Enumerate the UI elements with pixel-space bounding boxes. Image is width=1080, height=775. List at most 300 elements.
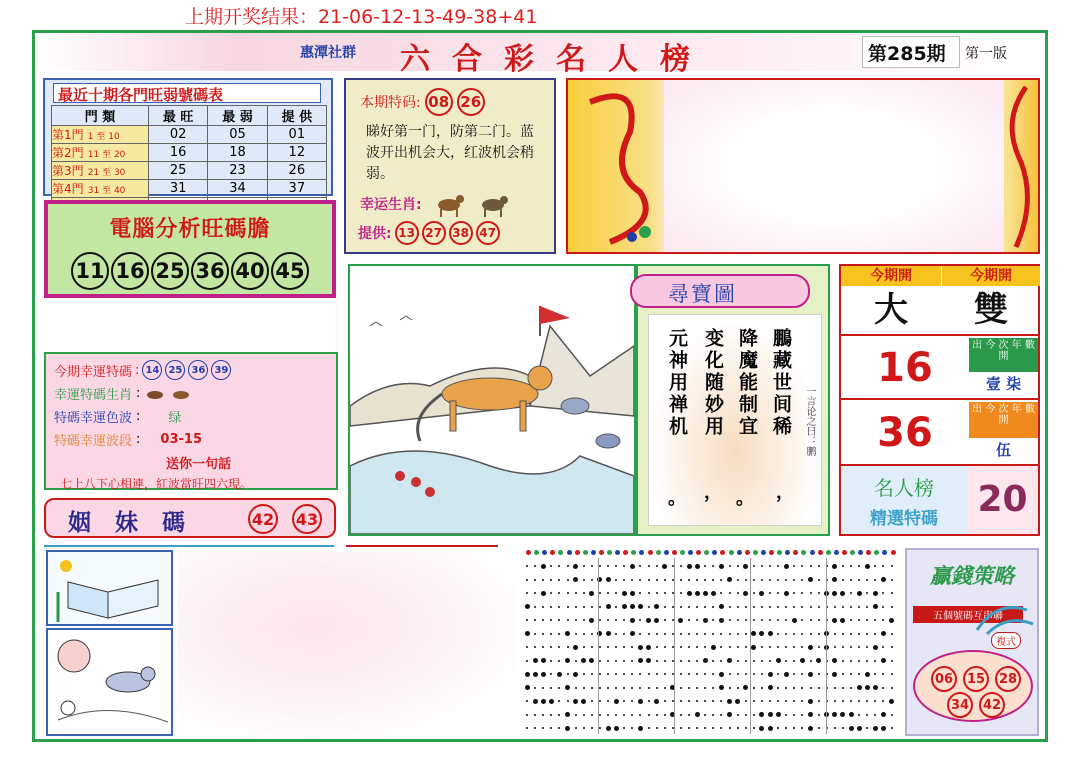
grid-dot <box>842 660 844 662</box>
door-label: 第3門 <box>52 164 84 178</box>
grid-header-dot <box>761 550 766 555</box>
grid-dot <box>615 606 617 608</box>
grid-dot <box>850 687 852 689</box>
grid-dot <box>753 700 755 702</box>
grid-dot <box>615 673 617 675</box>
cell-max: 25 <box>149 162 208 180</box>
grid-dot <box>720 660 722 662</box>
grid-dot <box>534 633 536 635</box>
grid-dot <box>664 727 666 729</box>
grid-header-dot <box>558 550 563 555</box>
grid-dot <box>695 712 700 717</box>
grid-dot <box>623 673 625 675</box>
grid-dot <box>591 646 593 648</box>
grid-dot <box>784 672 789 677</box>
door-table-title: 最近十期各門旺弱號碼表 <box>53 83 321 103</box>
grid-dot <box>759 631 764 636</box>
grid-dot <box>589 591 594 596</box>
grid-dot <box>832 618 837 623</box>
grid-dot <box>615 592 617 594</box>
grid-dot <box>575 606 577 608</box>
offer-number: 47 <box>476 221 500 245</box>
cell-min: 23 <box>208 162 267 180</box>
grid-header-dot <box>818 550 823 555</box>
grid-dot <box>638 645 643 650</box>
grid-dot <box>810 660 812 662</box>
grid-dot <box>591 727 593 729</box>
grid-dot <box>891 606 893 608</box>
grid-dot <box>583 579 585 581</box>
grid-dot <box>801 606 803 608</box>
grid-header-dot <box>542 550 547 555</box>
grid-dot <box>720 727 722 729</box>
grid-header-dot <box>785 550 790 555</box>
poem-mark: 。 <box>668 488 686 509</box>
grid-dot <box>656 565 658 567</box>
grid-dot <box>816 658 821 663</box>
grid-dot <box>680 646 682 648</box>
grid-dot <box>656 673 658 675</box>
grid-dot <box>648 606 650 608</box>
grid-dot <box>753 619 755 621</box>
grid-dot <box>743 685 748 690</box>
grid-dot <box>688 579 690 581</box>
grid-dot <box>808 712 813 717</box>
grid-dot <box>737 565 739 567</box>
lucky-color-label: 特碼幸運色波 <box>54 411 133 426</box>
grid-dot <box>881 726 886 731</box>
side-value-1: 壹 柒 <box>985 375 1022 393</box>
offer-label: 提供: <box>358 226 392 242</box>
grid-dot <box>573 564 578 569</box>
blurred-area <box>178 552 518 738</box>
grid-dot <box>808 726 813 731</box>
grid-dot <box>542 687 544 689</box>
grid-header-dot <box>656 550 661 555</box>
grid-separator <box>826 558 827 734</box>
poem-line: 降魔能制宜 <box>736 328 758 438</box>
grid-dot <box>664 619 666 621</box>
grid-dot <box>735 699 740 704</box>
grid-dot <box>866 646 868 648</box>
grid-dot <box>818 700 820 702</box>
grid-dot <box>558 565 560 567</box>
grid-dot <box>648 687 650 689</box>
grid-dot <box>599 687 601 689</box>
grid-dot <box>849 726 854 731</box>
grid-dot <box>834 633 836 635</box>
grid-dot <box>865 564 870 569</box>
cat-garden-icon <box>48 630 171 734</box>
grid-dot <box>656 646 658 648</box>
grid-dot <box>729 565 731 567</box>
grid-dot <box>866 727 868 729</box>
grid-dot <box>648 633 650 635</box>
grid-dot <box>607 687 609 689</box>
special-number: 26 <box>457 88 485 116</box>
grid-separator <box>674 558 675 734</box>
grid-dot <box>818 606 820 608</box>
divider <box>841 398 1038 400</box>
poem-signature: 一言论之曰：鹏 <box>804 386 815 456</box>
landscape-illustration <box>348 264 636 536</box>
grid-dot <box>680 633 682 635</box>
grid-dot <box>558 619 560 621</box>
grid-dot <box>533 699 538 704</box>
open-value-2: 雙 <box>974 290 1008 330</box>
grid-dot <box>793 592 795 594</box>
grid-dot <box>834 606 836 608</box>
divider <box>841 334 1038 336</box>
grid-dot <box>631 646 633 648</box>
grid-header-dot <box>737 550 742 555</box>
grid-dot <box>818 579 820 581</box>
grid-dot <box>769 592 771 594</box>
grid-dot <box>534 687 536 689</box>
grid-dot <box>784 591 789 596</box>
grid-dot <box>573 577 578 582</box>
grid-dot <box>865 685 870 690</box>
grid-dot <box>654 604 659 609</box>
grid-dot <box>712 579 714 581</box>
grid-dot <box>785 727 787 729</box>
grid-dot <box>832 658 837 663</box>
cell-min: 05 <box>208 126 267 144</box>
grid-dot <box>808 672 813 677</box>
grid-header-dot <box>745 550 750 555</box>
grid-dot <box>842 565 844 567</box>
grid-dot <box>678 618 683 623</box>
grid-dot <box>695 564 700 569</box>
grid-dot <box>541 591 546 596</box>
lucky-range-label: 特碼幸運波段 <box>54 434 133 449</box>
grid-dot <box>737 592 739 594</box>
grid-dot <box>648 579 650 581</box>
grid-dot <box>834 727 836 729</box>
grid-dot <box>646 618 651 623</box>
hot-number-2: 36 <box>877 410 933 456</box>
divider <box>346 545 498 547</box>
grid-dot <box>558 660 560 662</box>
lucky-zodiac-label: 幸运生肖: <box>360 197 422 213</box>
grid-dot <box>550 660 552 662</box>
grid-dot <box>801 633 803 635</box>
grid-dot <box>550 592 552 594</box>
grid-dot <box>810 687 812 689</box>
open-label-1: 今期開 <box>841 266 941 286</box>
grid-dot <box>623 687 625 689</box>
grid-dot <box>558 579 560 581</box>
cell-offer: 37 <box>267 180 326 198</box>
grid-dot <box>832 564 837 569</box>
grid-dot <box>866 660 868 662</box>
grid-dot <box>842 700 844 702</box>
grid-dot <box>849 712 854 717</box>
grid-dot <box>745 727 747 729</box>
grid-dot <box>745 633 747 635</box>
grid-dot <box>638 699 643 704</box>
door-range: 31 至 40 <box>87 186 126 196</box>
grid-dot <box>776 712 781 717</box>
grid-dot <box>810 619 812 621</box>
grid-dot <box>591 700 593 702</box>
grid-header-dot <box>712 550 717 555</box>
grid-dot <box>793 714 795 716</box>
grid-dot <box>842 673 844 675</box>
grid-dot <box>696 673 698 675</box>
grid-header-dot <box>834 550 839 555</box>
grid-dot <box>558 687 560 689</box>
group-name: 惠潭社群 <box>300 45 356 61</box>
grid-dot <box>874 633 876 635</box>
grid-header-dot <box>842 550 847 555</box>
grid-dot <box>550 727 552 729</box>
grid-dot <box>858 700 860 702</box>
grid-dot <box>567 579 569 581</box>
grid-dot <box>534 565 536 567</box>
grid-dot <box>696 687 698 689</box>
fame-title: 名人榜 <box>874 476 934 500</box>
grid-dot <box>541 564 546 569</box>
grid-dot <box>800 658 805 663</box>
lucky-code-label: 今期幸運特碼 <box>54 364 133 380</box>
grid-dot <box>526 700 528 702</box>
grid-dot <box>567 592 569 594</box>
col-door: 門 類 <box>52 106 149 126</box>
grid-dot <box>550 714 552 716</box>
offer-number: 38 <box>449 221 473 245</box>
grid-dot <box>558 700 560 702</box>
grid-header-dot <box>688 550 693 555</box>
grid-dot <box>712 687 714 689</box>
grid-dot <box>631 579 633 581</box>
grid-dot <box>793 700 795 702</box>
grid-dot <box>793 727 795 729</box>
grid-dot <box>727 658 732 663</box>
garden-illustration <box>46 628 173 736</box>
grid-dot <box>737 687 739 689</box>
grid-dot <box>793 687 795 689</box>
grid-dot <box>874 700 876 702</box>
grid-dot <box>818 714 820 716</box>
grid-dot <box>842 606 844 608</box>
grid-dot <box>534 714 536 716</box>
grid-dot <box>704 606 706 608</box>
grid-dot <box>565 726 570 731</box>
blurred-center <box>664 80 1004 252</box>
grid-dot <box>664 633 666 635</box>
grid-dot <box>751 631 756 636</box>
grid-dot <box>842 727 844 729</box>
grid-dot <box>842 687 844 689</box>
grid-dot <box>768 685 773 690</box>
grid-dot <box>567 646 569 648</box>
grid-dot <box>832 577 837 582</box>
grid-dot <box>712 633 714 635</box>
grid-dot <box>891 592 893 594</box>
grid-dot <box>704 565 706 567</box>
grid-dot <box>769 646 771 648</box>
grid-dot <box>753 673 755 675</box>
grid-dot <box>615 687 617 689</box>
grid-dot <box>542 727 544 729</box>
grid-dot <box>622 591 627 596</box>
cell-max: 02 <box>149 126 208 144</box>
grid-dot <box>525 631 530 636</box>
grid-dot <box>534 606 536 608</box>
grid-dot <box>793 673 795 675</box>
grid-dot <box>866 714 868 716</box>
grid-dot <box>631 660 633 662</box>
grid-separator <box>750 558 751 734</box>
grid-dot <box>607 714 609 716</box>
grid-dot <box>858 565 860 567</box>
grid-dot <box>680 700 682 702</box>
lucky-code-number: 36 <box>188 360 208 380</box>
grid-dot <box>542 579 544 581</box>
grid-dot <box>712 714 714 716</box>
grid-dot <box>575 633 577 635</box>
grid-dot <box>599 619 601 621</box>
grid-dot <box>599 646 601 648</box>
grid-dot <box>801 565 803 567</box>
grid-header-dot <box>858 550 863 555</box>
grid-header-dot <box>599 550 604 555</box>
grid-dot <box>606 726 611 731</box>
grid-dot <box>818 687 820 689</box>
grid-header-dot <box>866 550 871 555</box>
grid-dot <box>639 714 641 716</box>
grid-dot <box>842 646 844 648</box>
grid-dot <box>623 646 625 648</box>
grid-dot <box>591 633 593 635</box>
grid-dot <box>550 646 552 648</box>
poem-line: 元神用禅机 <box>666 328 688 438</box>
grid-dot <box>704 727 706 729</box>
grid-dot <box>526 727 528 729</box>
grid-dot <box>656 714 658 716</box>
grid-dot <box>874 714 876 716</box>
grid-dot <box>808 577 813 582</box>
grid-dot <box>840 591 845 596</box>
grid-dot <box>858 660 860 662</box>
grid-dot <box>656 592 658 594</box>
special-label: 本期特码: <box>360 95 421 111</box>
grid-dot <box>769 660 771 662</box>
lucky-code-number: 25 <box>165 360 185 380</box>
grid-dot <box>793 606 795 608</box>
grid-dot <box>664 579 666 581</box>
grid-dot <box>858 646 860 648</box>
grid-dot <box>882 592 884 594</box>
grid-dot <box>534 579 536 581</box>
grid-dot <box>664 714 666 716</box>
grid-dot <box>575 619 577 621</box>
grid-dot <box>840 618 845 623</box>
grid-dot <box>769 619 771 621</box>
grid-dot <box>745 606 747 608</box>
grid-dot <box>850 673 852 675</box>
special-panel <box>344 78 556 254</box>
open-label-2: 今期開 <box>942 266 1040 286</box>
grid-dot <box>575 727 577 729</box>
sister-number: 42 <box>248 504 278 534</box>
grid-dot <box>712 660 714 662</box>
divider <box>44 545 334 547</box>
grid-dot <box>753 565 755 567</box>
grid-dot <box>743 591 748 596</box>
grid-dot <box>858 633 860 635</box>
grid-dot <box>696 619 698 621</box>
grid-dot <box>656 633 658 635</box>
grid-dot <box>607 565 609 567</box>
door-range: 11 至 20 <box>87 150 126 160</box>
grid-dot <box>873 604 878 609</box>
grid-dot <box>614 726 619 731</box>
grid-dot <box>614 699 619 704</box>
grid-dot <box>857 726 862 731</box>
edition-label: 第一版 <box>965 46 1007 62</box>
cell-max: 31 <box>149 180 208 198</box>
grid-dot <box>808 699 813 704</box>
grid-dot <box>573 672 578 677</box>
grid-dot <box>874 579 876 581</box>
grid-dot <box>688 646 690 648</box>
grid-dot <box>648 673 650 675</box>
grid-dot <box>761 646 763 648</box>
grid-dot <box>729 606 731 608</box>
grid-dot <box>720 592 722 594</box>
grid-dot <box>654 699 659 704</box>
door-range: 1 至 10 <box>87 132 120 142</box>
grid-dot <box>688 714 690 716</box>
grid-dot <box>785 687 787 689</box>
grid-header-dot <box>826 550 831 555</box>
grid-dot <box>542 646 544 648</box>
grid-dot <box>801 579 803 581</box>
grid-dot <box>711 591 716 596</box>
table-row <box>52 126 327 144</box>
grid-dot <box>882 646 884 648</box>
grid-dot <box>761 565 763 567</box>
grid-dot <box>801 646 803 648</box>
grid-dot <box>729 727 731 729</box>
grid-dot <box>891 673 893 675</box>
grid-header-dot <box>567 550 572 555</box>
grid-dot <box>656 727 658 729</box>
grid-dot <box>777 673 779 675</box>
fame-subtitle: 精選特碼 <box>870 509 938 529</box>
grid-dot <box>606 631 611 636</box>
win-tag: 複式 <box>991 632 1021 649</box>
grid-dot <box>866 579 868 581</box>
grid-dot <box>696 727 698 729</box>
grid-dot <box>623 660 625 662</box>
grid-dot <box>575 714 577 716</box>
grid-dot <box>850 660 852 662</box>
grid-dot <box>583 619 585 621</box>
grid-dot <box>729 633 731 635</box>
grid-dot <box>720 579 722 581</box>
grid-dot <box>526 579 528 581</box>
grid-dot <box>882 606 884 608</box>
door-range: 21 至 30 <box>87 168 126 178</box>
grid-dot <box>525 604 530 609</box>
grid-dot <box>785 646 787 648</box>
grid-dot <box>801 714 803 716</box>
grid-dot <box>583 606 585 608</box>
grid-dot <box>761 660 763 662</box>
